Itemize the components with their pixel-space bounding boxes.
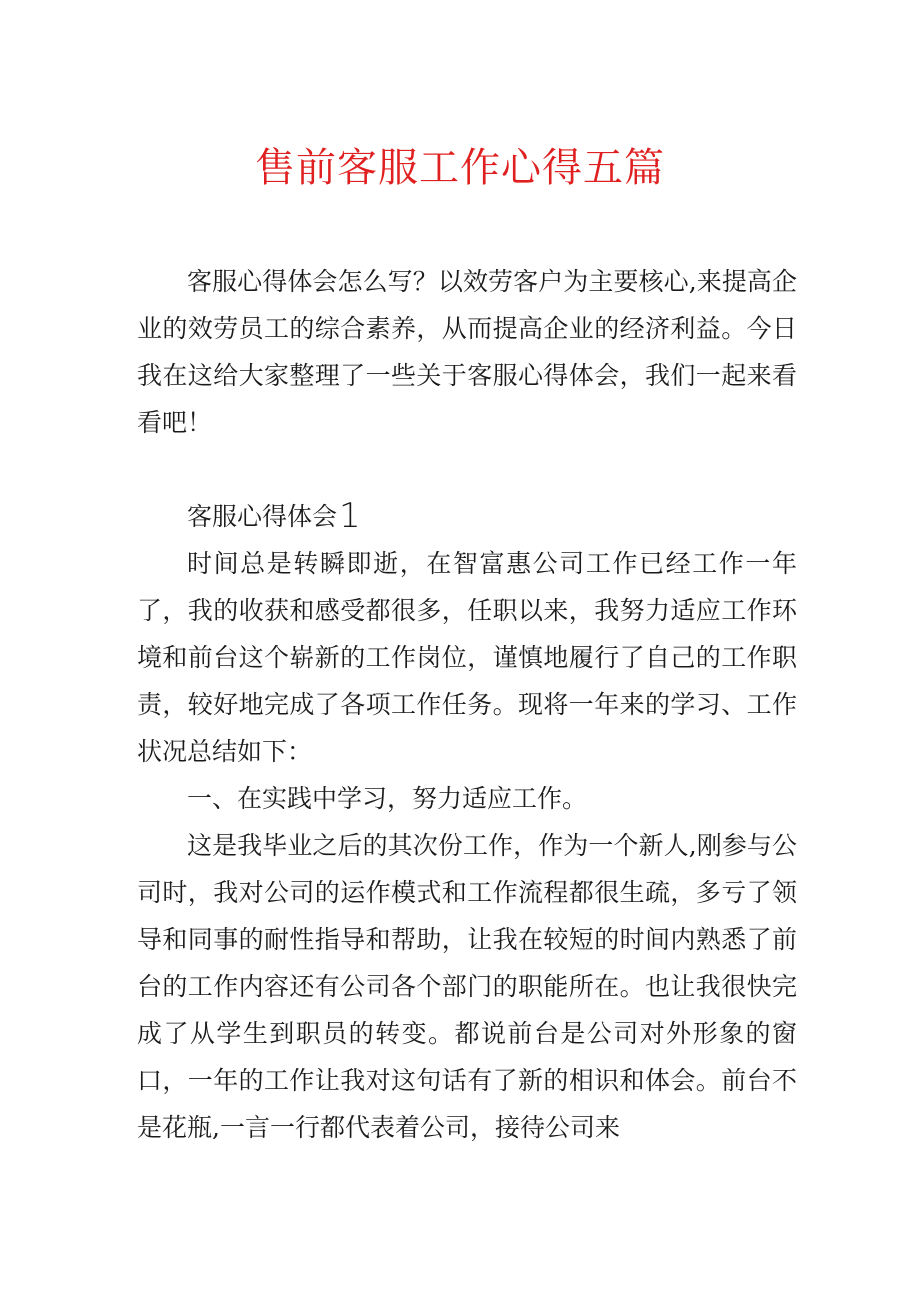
intro-paragraph: 客服心得体会怎么写？以效劳客户为主要核心,来提高企业的效劳员工的综合素养，从而提高企业的经济利益。今日我在这给大家整理了一些关于客服心得体会，我们一起来看看吧！	[137, 267, 797, 437]
section-heading	[137, 493, 797, 540]
section-heading-label: 客服心得体会	[187, 502, 338, 531]
body-paragraph-3: 这是我毕业之后的其次份工作，作为一个新人,刚参与公司时，我对公司的运作模式和工作流程都很生疏，多亏了领导和同事的耐性指导和帮助，让我在较短的时间内熟悉了前台的工作内容还有公司各个部门的职能所在。也让我很快完成了从学生到职员的转变。都说前台是公司对外形象的窗口，一年的工作让我对这句话有了新的相识和体会。前台不是花瓶,一言一行都代表着公司，接待公司来	[137, 831, 797, 1142]
document-title: 售前客服工作心得五篇	[255, 145, 665, 191]
section-heading-number: 1	[339, 496, 361, 536]
body-paragraph-1: 时间总是转瞬即逝，在智富惠公司工作已经工作一年了，我的收获和感受都很多，任职以来，我努力适应工作环境和前台这个崭新的工作岗位，谨慎地履行了自己的工作职责，较好地完成了各项工作任务。现将一年来的学习、工作状况总结如下：	[137, 549, 797, 766]
body-paragraph-2: 一、在实践中学习，努力适应工作。	[187, 784, 588, 813]
document-body	[137, 258, 797, 1151]
